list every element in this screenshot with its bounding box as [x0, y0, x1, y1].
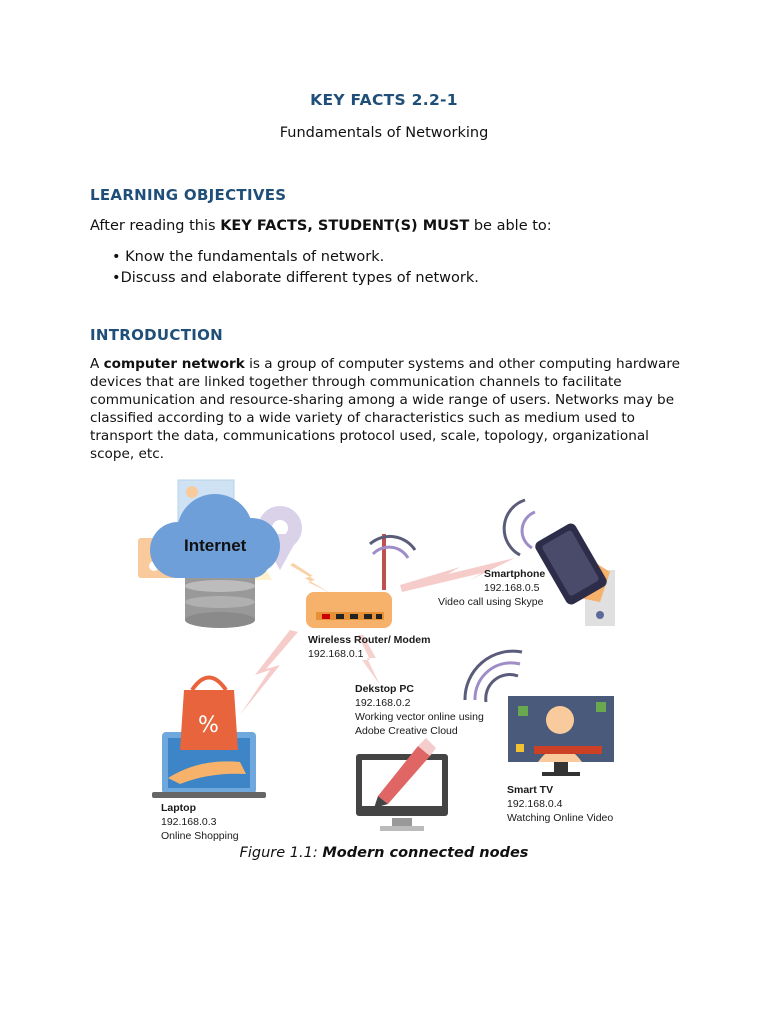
laptop-activity: Online Shopping — [161, 830, 239, 842]
smartphone-ip: 192.168.0.5 — [484, 582, 540, 594]
page-subtitle: Fundamentals of Networking — [279, 125, 489, 141]
router-label — [308, 633, 430, 661]
smartphone-name: Smartphone — [484, 568, 546, 580]
caption-prefix: Figure 1.1: — [239, 845, 323, 861]
objective-bullet-1 — [112, 249, 384, 265]
objective-text-1: Know the fundamentals of network. — [125, 249, 385, 265]
desktop-activity-1: Working vector online using — [355, 711, 484, 723]
introduction-paragraph — [90, 355, 690, 463]
smart-tv-label — [507, 783, 613, 825]
desktop-activity-2: Adobe Creative Cloud — [355, 725, 458, 737]
intro-bold-term: computer network — [103, 356, 245, 372]
smart-tv-activity: Watching Online Video — [507, 812, 614, 824]
objectives-lead-text: After reading this — [90, 218, 221, 234]
router-icon — [306, 534, 415, 628]
bolt-cloud-router — [290, 563, 330, 593]
smart-tv-ip: 192.168.0.4 — [507, 798, 563, 810]
objective-text-2: Discuss and elaborate different types of network. — [120, 270, 479, 286]
bolt-router-laptop — [240, 630, 298, 715]
desktop-ip: 192.168.0.2 — [355, 697, 411, 709]
laptop-label — [161, 801, 239, 842]
svg-text:%: % — [198, 713, 219, 738]
network-figure — [130, 470, 630, 842]
bullet-symbol: • — [112, 270, 121, 286]
laptop-icon — [152, 678, 266, 799]
smart-tv-icon — [465, 651, 614, 776]
bullet-symbol: • — [112, 249, 121, 265]
objectives-lead-bold: KEY FACTS, STUDENT(S) MUST — [220, 218, 470, 234]
smartphone-activity: Video call using Skype — [438, 596, 544, 608]
router-ip: 192.168.0.1 — [308, 648, 364, 660]
learning-objectives-heading: LEARNING OBJECTIVES — [90, 186, 287, 204]
page-title: KEY FACTS 2.2-1 — [310, 91, 458, 109]
router-name: Wireless Router/ Modem — [308, 634, 431, 646]
introduction-heading: INTRODUCTION — [90, 326, 224, 344]
laptop-name: Laptop — [161, 802, 196, 814]
intro-prefix: A — [90, 356, 104, 372]
desktop-icon — [356, 738, 448, 831]
desktop-label — [355, 682, 484, 738]
laptop-ip: 192.168.0.3 — [161, 816, 217, 828]
objectives-lead-end: be able to: — [469, 218, 552, 234]
smartphone-label — [438, 567, 545, 609]
caption-bold: Modern connected nodes — [322, 845, 529, 861]
internet-label: Internet — [184, 536, 247, 555]
objective-bullet-2 — [112, 270, 479, 286]
photo-sun — [186, 486, 198, 498]
desktop-name: Dekstop PC — [355, 683, 414, 695]
intro-body: is a group of computer systems and other computing hardware devices that are linked together through communication channels to facilitate communication and resource-sharing among a wide range of users. Networks may be classified according to a wide variety of characteristics such as medium used to transport the data, communications protocol used, scale, topology, organizational scope, etc. — [90, 356, 681, 462]
objectives-lead — [90, 218, 552, 234]
smart-tv-name: Smart TV — [507, 784, 554, 796]
figure-caption — [0, 845, 768, 861]
